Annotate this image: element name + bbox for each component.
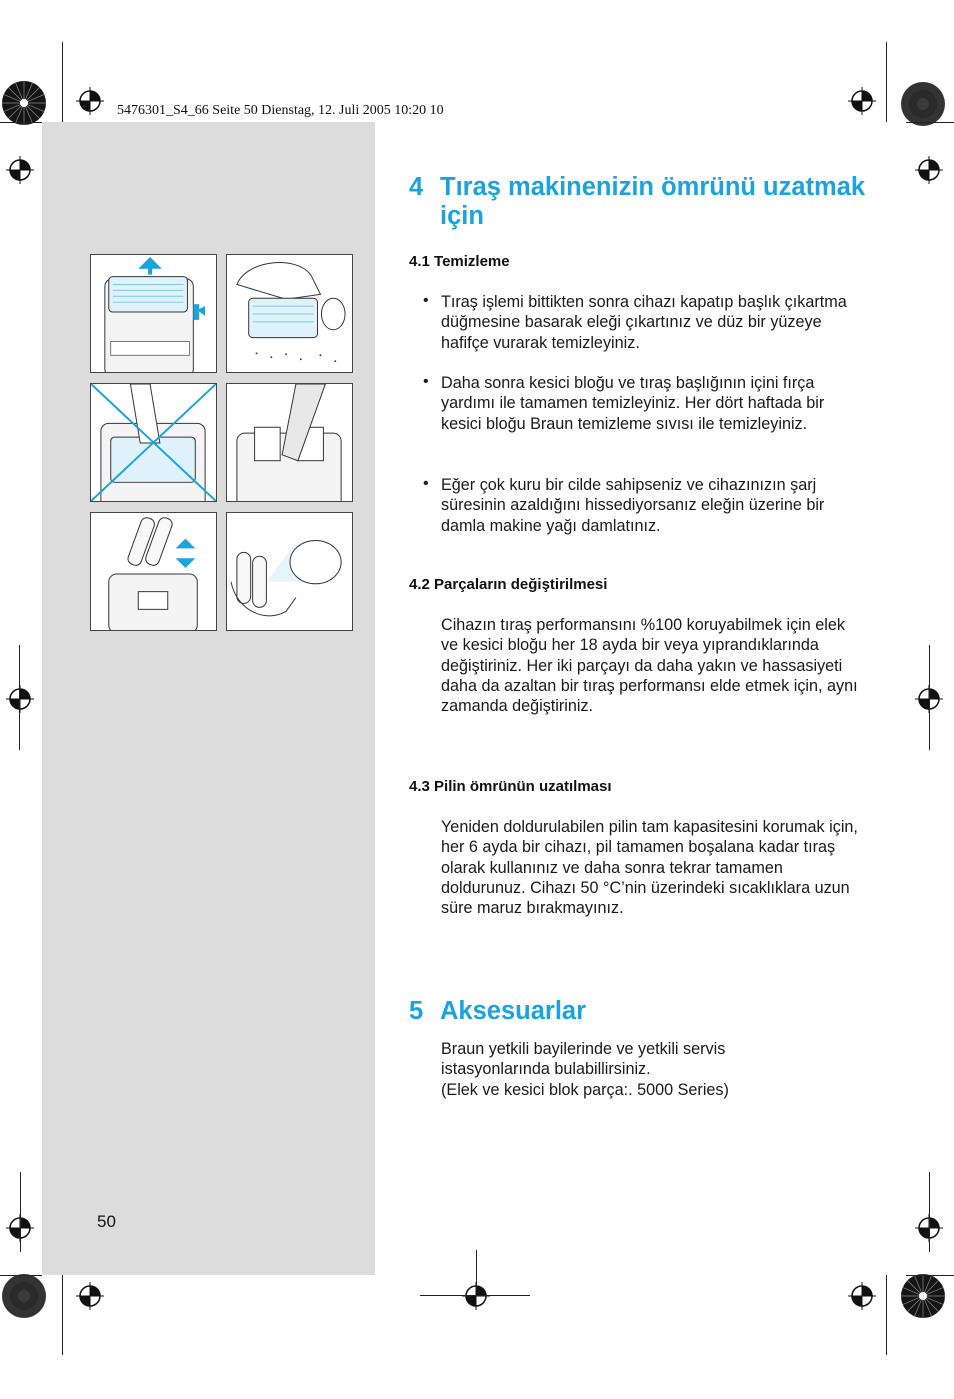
trim-line [62,42,63,122]
subsection-4-2-text: Cihazın tıraş performansını %100 koruyabilmek için elek ve kesici bloğu her 18 ayda bir veya yıprandıklarında değiştiriniz. Her iki parçayı da daha yakın ve hassasiyeti daha da azaltan bir tıraş performansı elde etmek için, aynı zamanda değiştiriniz. [441,616,858,716]
trim-line [420,1295,530,1296]
section-5-line-2: istasyonlarında bulabillirsiniz. [441,1060,651,1078]
registration-mark-bottom-right [848,1282,876,1310]
page-number: 50 [97,1212,116,1231]
section-4-title: Tıraş makinenizin ömrünü uzatmak için [440,173,866,230]
print-info-line: 5476301_S4_66 Seite 50 Dienstag, 12. Juli 2005 10:20 10 [117,103,444,118]
registration-mark-left-middle [6,685,34,713]
color-target-bottom-right [900,1273,946,1319]
section-5-title: Aksesuarlar [440,997,587,1025]
illustration-tap-foil [226,254,353,373]
illustration-replace-parts [90,512,217,631]
color-target-top-left [1,80,47,126]
subsection-4-1-heading: 4.1 Temizleme [409,253,510,270]
registration-mark-top-left [76,87,104,115]
bullet-text-1: Tıraş işlemi bittikten sonra cihazı kapatıp başlık çıkartma düğmesine basarak eleği çıkartınız ve düz bir yüzeye hafifçe vurarak temizleyiniz. [441,293,847,352]
bullet-text-3: Eğer çok kuru bir cilde sahipseniz ve cihazınızın şarj süresinin azaldığını hissediyorsanız eleğin üzerine bir damla makine yağı damlatınız. [441,476,825,535]
color-target-bottom-left [1,1273,47,1319]
section-5-line-3: (Elek ve kesici blok parça:. 5000 Series) [441,1081,729,1099]
section-5-line-1: Braun yetkili bayilerinde ve yetkili servis [441,1040,726,1058]
trim-line [19,645,20,750]
color-target-top-right [900,81,946,127]
trim-line [886,42,887,122]
illustration-brush-cutter [226,383,353,502]
trim-line [0,1275,42,1276]
trim-line [929,645,930,750]
trim-line [0,122,42,123]
registration-mark-top-right [848,87,876,115]
bullet-text-2: Daha sonra kesici bloğu ve tıraş başlığının içini fırça yardımı ile tamamen temizleyiniz. Her dört haftada bir kesici bloğu Braun temizleme sıvısı ile temizleyiniz. [441,374,825,433]
illustration-remove-foil [90,254,217,373]
registration-mark-left-upper [6,156,34,184]
subsection-4-3-text: Yeniden doldurulabilen pilin tam kapasitesini korumak için, her 6 ayda bir cihazı, pil tamamen boşalana kadar tıraş olarak kullanınız ve daha sonra tekrar tamamen doldurunuz. Cihazı 50 °C’nin üzerindeki sıcaklıklara uzun süre maruz bırakmayınız. [441,818,858,918]
registration-mark-right-upper [915,156,943,184]
bullet-icon: • [423,373,429,390]
trim-line [62,1275,63,1355]
bullet-icon: • [423,292,429,309]
trim-line [476,1250,477,1290]
bullet-icon: • [423,475,429,492]
trim-line [886,1275,887,1355]
section-5-number: 5 [409,997,424,1025]
registration-mark-bottom-left [76,1282,104,1310]
trim-line [906,122,954,123]
illustration-no-brush-foil [90,383,217,502]
trim-line [906,1275,954,1276]
trim-line [929,1172,930,1252]
subsection-4-3-heading: 4.3 Pilin ömrünün uzatılması [409,778,612,795]
section-4-number: 4 [409,173,424,201]
subsection-4-2-heading: 4.2 Parçaların değiştirilmesi [409,576,608,593]
illustration-oil-drop [226,512,353,631]
trim-line [20,1172,21,1252]
